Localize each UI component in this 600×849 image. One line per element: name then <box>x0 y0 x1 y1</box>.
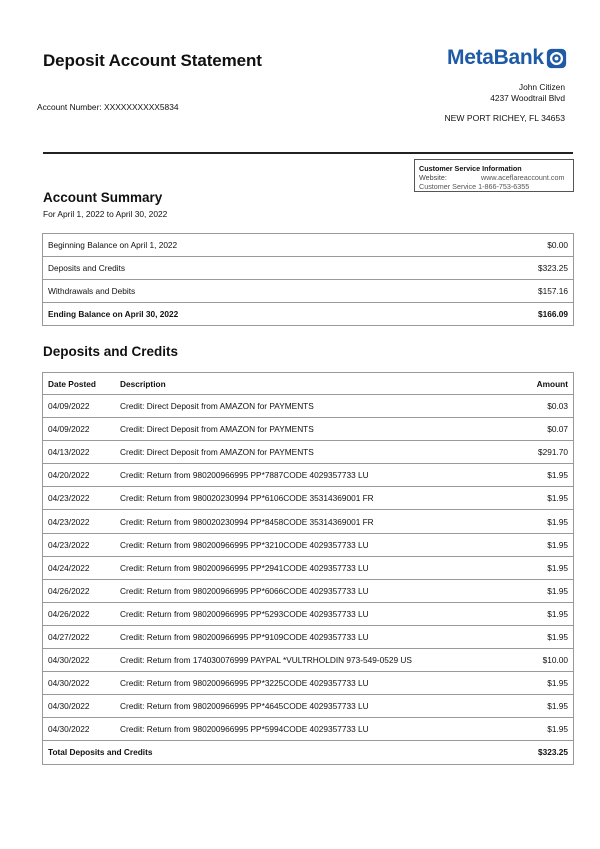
deposit-amount: $10.00 <box>503 649 574 672</box>
deposit-date: 04/30/2022 <box>43 718 116 741</box>
table-row <box>43 602 574 625</box>
table-row <box>43 695 574 718</box>
deposit-description: Credit: Return from 980200966995 PP*3210CODE 4029357733 LU <box>115 533 503 556</box>
deposits-title: Deposits and Credits <box>43 344 179 359</box>
deposit-amount: $1.95 <box>503 533 574 556</box>
deposit-description: Credit: Return from 174030076999 PAYPAL *VULTRHOLDIN 973-549-0529 US <box>115 649 503 672</box>
account-summary-period: For April 1, 2022 to April 30, 2022 <box>43 209 168 219</box>
table-row <box>43 533 574 556</box>
deposit-description: Credit: Return from 980200966995 PP*5994CODE 4029357733 LU <box>115 718 503 741</box>
table-header-row <box>43 373 574 395</box>
bank-logo <box>447 46 567 70</box>
table-row <box>43 441 574 464</box>
deposit-amount: $1.95 <box>503 625 574 648</box>
customer-street: 4237 Woodtrail Blvd <box>490 93 565 103</box>
table-row <box>43 418 574 441</box>
deposit-description: Credit: Return from 980200966995 PP*9109CODE 4029357733 LU <box>115 625 503 648</box>
customer-address <box>490 82 565 104</box>
total-label: Total Deposits and Credits <box>43 741 504 764</box>
summary-label: Ending Balance on April 30, 2022 <box>43 303 455 326</box>
deposit-date: 04/26/2022 <box>43 602 116 625</box>
summary-label: Withdrawals and Debits <box>43 280 455 303</box>
table-row <box>43 672 574 695</box>
deposit-date: 04/30/2022 <box>43 649 116 672</box>
summary-label: Beginning Balance on April 1, 2022 <box>43 234 455 257</box>
metabank-logo-icon <box>546 48 567 69</box>
deposit-date: 04/23/2022 <box>43 487 116 510</box>
table-row <box>43 464 574 487</box>
summary-amount: $157.16 <box>455 280 574 303</box>
deposit-date: 04/13/2022 <box>43 441 116 464</box>
customer-name: John Citizen <box>518 82 565 92</box>
deposit-description: Credit: Return from 980020230994 PP*8458CODE 35314369001 FR <box>115 510 503 533</box>
deposit-amount: $291.70 <box>503 441 574 464</box>
table-row <box>43 556 574 579</box>
page-title: Deposit Account Statement <box>43 51 262 70</box>
header-amount: Amount <box>503 373 574 395</box>
deposit-date: 04/23/2022 <box>43 510 116 533</box>
deposit-date: 04/30/2022 <box>43 695 116 718</box>
deposit-date: 04/24/2022 <box>43 556 116 579</box>
account-number-label: Account Number: <box>37 102 102 112</box>
total-row <box>43 741 574 764</box>
customer-service-website <box>419 173 573 182</box>
table-row <box>43 257 574 280</box>
header-divider <box>43 152 573 154</box>
deposit-date: 04/20/2022 <box>43 464 116 487</box>
customer-service-box <box>414 159 574 192</box>
deposit-description: Credit: Return from 980200966995 PP*3225CODE 4029357733 LU <box>115 672 503 695</box>
table-row <box>43 649 574 672</box>
deposit-amount: $1.95 <box>503 510 574 533</box>
deposit-description: Credit: Direct Deposit from AMAZON for PAYMENTS <box>115 395 503 418</box>
deposit-description: Credit: Direct Deposit from AMAZON for PAYMENTS <box>115 441 503 464</box>
table-row <box>43 510 574 533</box>
deposit-amount: $1.95 <box>503 487 574 510</box>
customer-service-title: Customer Service Information <box>419 164 522 173</box>
total-amount: $323.25 <box>503 741 574 764</box>
summary-amount: $323.25 <box>455 257 574 280</box>
table-row <box>43 718 574 741</box>
deposit-date: 04/09/2022 <box>43 395 116 418</box>
deposit-date: 04/30/2022 <box>43 672 116 695</box>
table-row <box>43 234 574 257</box>
deposit-amount: $1.95 <box>503 672 574 695</box>
deposit-amount: $1.95 <box>503 579 574 602</box>
account-summary-table <box>42 233 574 326</box>
deposit-date: 04/27/2022 <box>43 625 116 648</box>
summary-label: Deposits and Credits <box>43 257 455 280</box>
deposit-amount: $1.95 <box>503 602 574 625</box>
table-row <box>43 280 574 303</box>
summary-amount: $0.00 <box>455 234 574 257</box>
deposit-amount: $0.07 <box>503 418 574 441</box>
deposit-description: Credit: Return from 980200966995 PP*7887CODE 4029357733 LU <box>115 464 503 487</box>
account-summary-title: Account Summary <box>43 190 163 205</box>
table-row <box>43 487 574 510</box>
deposit-description: Credit: Return from 980200966995 PP*2941CODE 4029357733 LU <box>115 556 503 579</box>
deposit-description: Credit: Return from 980200966995 PP*6066CODE 4029357733 LU <box>115 579 503 602</box>
account-number-value: XXXXXXXXXX5834 <box>104 102 179 112</box>
table-row <box>43 395 574 418</box>
deposit-description: Credit: Return from 980200966995 PP*4645CODE 4029357733 LU <box>115 695 503 718</box>
website-label: Website: <box>419 173 447 182</box>
bank-name: MetaBank <box>447 46 544 69</box>
customer-city: NEW PORT RICHEY, FL 34653 <box>444 113 565 123</box>
header-description: Description <box>115 373 503 395</box>
deposit-amount: $1.95 <box>503 718 574 741</box>
account-number <box>37 102 179 112</box>
summary-amount: $166.09 <box>455 303 574 326</box>
table-row <box>43 579 574 602</box>
deposit-date: 04/23/2022 <box>43 533 116 556</box>
deposit-description: Credit: Return from 980200966995 PP*5293CODE 4029357733 LU <box>115 602 503 625</box>
deposit-description: Credit: Return from 980020230994 PP*6106CODE 35314369001 FR <box>115 487 503 510</box>
customer-service-phone: Customer Service 1-866-753-6355 <box>419 182 530 191</box>
deposit-amount: $1.95 <box>503 695 574 718</box>
website-link[interactable]: www.aceflareaccount.com <box>481 173 565 182</box>
deposit-amount: $1.95 <box>503 464 574 487</box>
header-date: Date Posted <box>43 373 116 395</box>
table-row <box>43 303 574 326</box>
deposit-description: Credit: Direct Deposit from AMAZON for PAYMENTS <box>115 418 503 441</box>
deposit-date: 04/26/2022 <box>43 579 116 602</box>
deposit-amount: $0.03 <box>503 395 574 418</box>
table-row <box>43 625 574 648</box>
deposit-amount: $1.95 <box>503 556 574 579</box>
deposit-date: 04/09/2022 <box>43 418 116 441</box>
deposits-table <box>42 372 574 765</box>
